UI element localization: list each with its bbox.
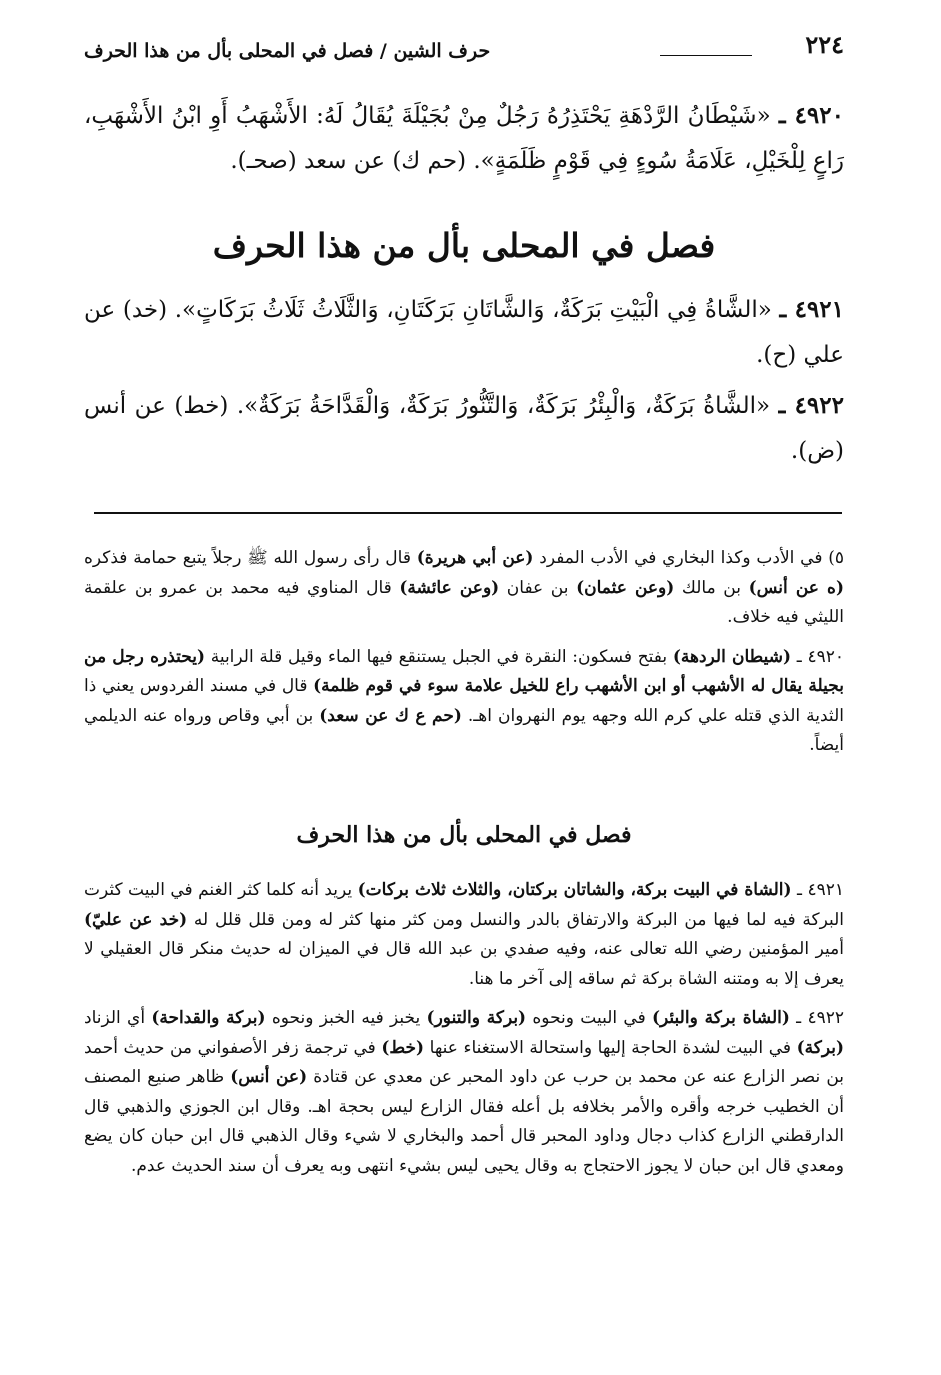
commentary-upper (84, 544, 844, 761)
page-header (84, 30, 844, 70)
hadith-4922 (84, 383, 844, 474)
note-4920: ٤٩٢٠ ـ (شيطان الردهة) بفتح فسكون: النقرة في الجبل يستنقع فيها الماء وقيل قلة الرابية (يحتذره رجل من بجيلة يقال له الأشهب أو ابن الأشهب راع للخيل علامة سوء في قوم ظلمة) قال في مسند الفردوس يعني ذا الثدية الذي قتله علي كرم الله وجهه يوم النهروان اهـ. (حم ع ك عن سعد) بن أبي وقاص ورواه عنه الديلمي أيضاً. (84, 646, 845, 755)
hadith-4920 (84, 93, 844, 184)
note-4922: ٤٩٢٢ ـ (الشاة بركة والبئر) في البيت ونحوه (بركة والتنور) يخبز فيه الخبز ونحوه (بركة والقداحة) أي الزناد (بركة) في البيت لشدة الحاجة إليها واستحالة الاستغناء عنها (خط) في ترجمة زفر الأصفواني من حديث أحمد بن نصر الزارع عنه عن محمد بن حرب عن داود المحبر عن معدي عن قتادة (عن أنس) ظاهر صنيع المصنف أن الخطيب خرجه وأقره والأمر بخلافه بل أعله فقال الزارع ليس بحجة اهـ. وقال ابن الجوزي والذهبي قال الدارقطني الزارع كذاب دجال وداود المحبر قال أحمد والبخاري لا شيء وقال الذهبي قال ابن حبان كان يضع ومعدي قال ابن حبان لا يجوز الاحتجاج به وقال يحيى ليس بشيء انتهى وبه يعرف أن سند الحديث عدم. (84, 1008, 844, 1176)
hadith-number: ٤٩٢٢ ـ (778, 392, 844, 419)
hadith-text: «الشَّاةُ بَرَكَةٌ، وَالْبِئْرُ بَرَكَةٌ، وَالتَّنُّورُ بَرَكَةٌ، وَالْقَدَّاحَةُ بَرَكَةٌ». (خط) عن أنس (ض). (84, 393, 844, 464)
commentary-section-title: فصل في المحلى بأل من هذا الحرف (296, 822, 632, 848)
hadith-text: «الشَّاةُ فِي الْبَيْتِ بَرَكَةٌ، وَالشَّاتَانِ بَرَكَتَانِ، وَالثَّلَاثُ ثَلَاثُ بَرَكَاتٍ». (خد) عن علي (ح). (84, 297, 844, 368)
commentary-lower (84, 876, 844, 1181)
hadith-4921 (84, 287, 844, 378)
hadith-number: ٤٩٢٠ ـ (778, 102, 844, 129)
hadith-text: «شَيْطَانُ الرَّدْهَةِ يَحْتَذِرُهُ رَجُلٌ مِنْ بُجَيْلَةَ يُقَالُ لَهُ: الأَشْهَبُ أَوِ ابْنُ الأَشْهَبِ، رَاعٍ لِلْخَيْلِ، عَلَامَةُ سُوءٍ فِي قَوْمٍ ظَلَمَةٍ». (حم ك) عن سعد (صحـ). (84, 103, 844, 174)
note-continuation: ٥) في الأدب وكذا البخاري في الأدب المفرد (عن أبي هريرة) قال رأى رسول الله ﷺ رجلاً يتبع حمامة فذكره (ه عن أنس) بن مالك (وعن عثمان) بن عفان (وعن عائشة) قال المناوي فيه محمد بن عمرو بن علقمة الليثي فيه خلاف. (84, 548, 844, 627)
page-number: ٢٢٤ (805, 30, 844, 59)
section-title: فصل في المحلى بأل من هذا الحرف (212, 226, 716, 265)
hadith-number: ٤٩٢١ ـ (779, 296, 844, 323)
note-4921: ٤٩٢١ ـ (الشاة في البيت بركة، والشاتان بركتان، والثلاث ثلاث بركات) يريد أنه كلما كثر الغنم في البيت كثرت البركة فيه لما فيها من البركة والارتفاق بالدر والنسل ومن كثر منها كثر له ومن قلل قلل له (خد عن عليّ) أمير المؤمنين رضي الله تعالى عنه، وفيه صفدي بن عبد الله قال في الميزان له حديث منكر قال العقيلي لا يعرف إلا به ومتنه الشاة بركة ثم ساقه إلى آخر ما هنا. (84, 880, 844, 989)
header-rule (660, 55, 752, 56)
footnote-separator (94, 512, 842, 514)
running-title: حرف الشين / فصل في المحلى بأل من هذا الحرف (84, 40, 491, 62)
